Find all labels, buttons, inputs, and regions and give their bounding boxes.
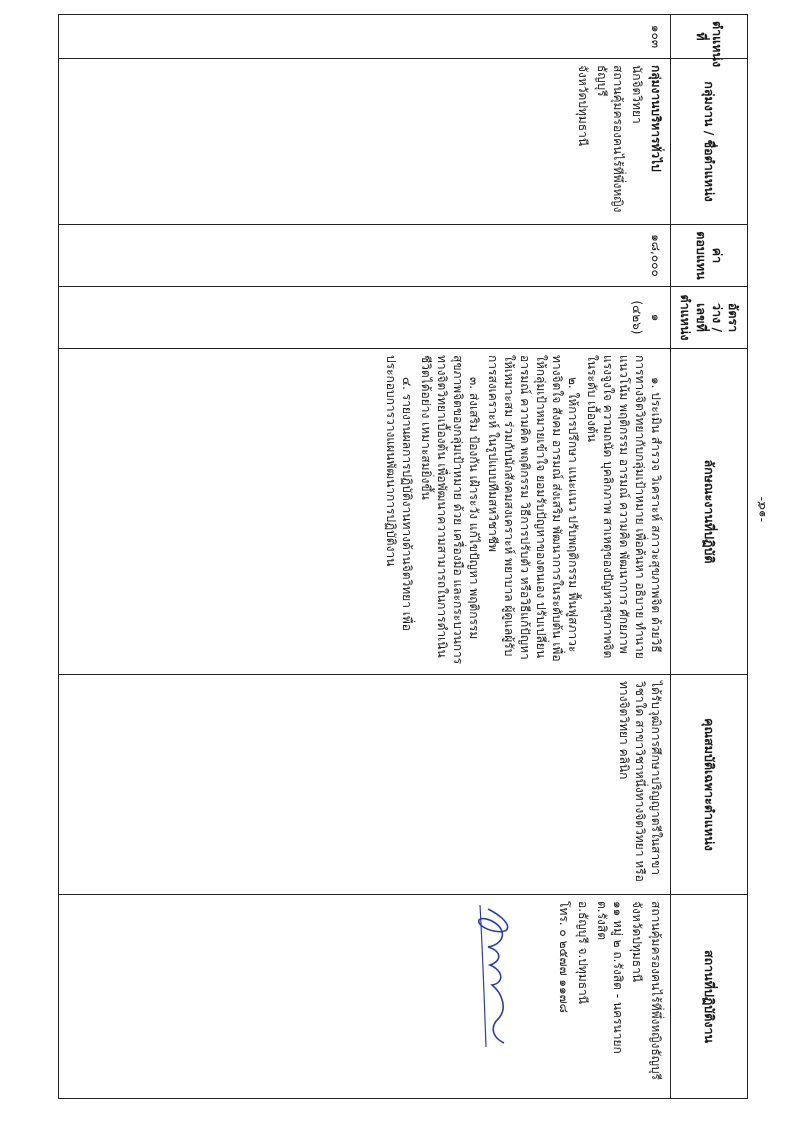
duty-1: ๑. ประเมิน สำรวจ วิเคราะห์ สภาวะสุขภาพจิต ด้วยวิธีการทางจิตวิทยากับกลุ่มเป้าหมาย เพื่อค้นหา อธิบาย ทำนายแนวโน้ม พฤติกรรม อารมณ์ ความคิด พัฒนาการ ศักยภาพ แรงจูงใจ ความถนัด บุคลิกภาพ สาเหตุของปัญหาสุขภาพจิตในระดับ เบื้องต้น bbox=[585, 355, 663, 659]
header-salary: ค่า ตอบแทน bbox=[671, 225, 748, 287]
page-number: -๑๕- bbox=[754, 496, 768, 522]
header-location: สถานที่ปฏิบัติงาน bbox=[671, 895, 748, 1099]
position-name: นักจิตวิทยา bbox=[630, 65, 644, 124]
location-line-4: อ.ธัญบุรี จ.ปทุมธานี bbox=[576, 901, 590, 1004]
location-line-1: สถานคุ้มครองคนไร้ที่พึ่งหญิงธัญบุรี bbox=[649, 901, 663, 1081]
signature-mark bbox=[462, 901, 532, 1051]
location-line-5: โทร. ๐ ๒๕๗๗ ๑๑๗๘ bbox=[557, 901, 571, 1013]
header-no: ตำแหน่ง ที่ bbox=[671, 15, 748, 59]
table-row bbox=[59, 15, 671, 1099]
location-line-3: ๑๑ หมู่ ๒ ถ.รังสิต - นครนายก ต.รังสิต bbox=[595, 901, 625, 1054]
location-line-2: จังหวัดปทุมธานี bbox=[630, 901, 644, 983]
group-title: กลุ่มงานบริหารทั่วไป bbox=[649, 65, 663, 172]
table-header-row bbox=[671, 15, 748, 1099]
position-table bbox=[58, 14, 748, 1099]
unit-line-2: จังหวัดปทุมธานี bbox=[576, 65, 590, 147]
vacancy-count: ๑ bbox=[649, 313, 663, 322]
cell-salary: ๑๘,๐๐๐ bbox=[59, 225, 671, 287]
cell-qualification bbox=[59, 675, 671, 895]
cell-location bbox=[59, 895, 671, 1099]
header-qualification: คุณสมบัติเฉพาะตำแหน่ง bbox=[671, 675, 748, 895]
cell-group bbox=[59, 59, 671, 225]
cell-vacancy bbox=[59, 287, 671, 349]
header-vacancy: อัตราว่าง / เลขที่ ตำแหน่ง bbox=[671, 287, 748, 349]
cell-no: ๑๐๓ bbox=[59, 15, 671, 59]
qualification-text: ได้รับวุฒิการศึกษาปริญญาตรีในสาขาวิชาใด สาขาวิชาหนึ่งทางจิตวิทยา หรือทางจิตวิทยา คลินิก bbox=[617, 681, 663, 882]
position-table-sheet bbox=[58, 14, 748, 1098]
unit-line-1: สถานคุ้มครองคนไร้ที่พึ่งหญิงธัญบุรี bbox=[595, 65, 625, 213]
duty-4: ๔. รายงานผลการปฏิบัติงานทางด้านจิตวิทยา เพื่อประกอบการวางแผนพัฒนาการปฏิบัติงาน bbox=[384, 355, 414, 631]
vacancy-code: (๔๒๖) bbox=[630, 300, 644, 335]
duty-3: ๓. ส่งเสริม ป้องกัน เฝ้าระวัง แก้ไขปัญหา พฤติกรรม สุขภาพจิตของกลุ่มเป้าหมาย ด้วย เครื่องมือ และกระบวนการทางจิตวิทยาเบื้องต้น เพื่อพัฒนาความสามารถในการดำเนินชีวิตได้อย่าง เหมาะสมยิ่งขึ้น bbox=[419, 355, 481, 665]
header-group: กลุ่มงาน / ชื่อตำแหน่ง bbox=[671, 59, 748, 225]
header-duties: ลักษณะงานที่ปฏิบัติ bbox=[671, 349, 748, 675]
duty-2: ๒. ให้การปรึกษา แนะแนว ปรับพฤติกรรม ฟื้นฟูสภาวะทางจิตใจ สังคม อารมณ์ ส่งเสริม พัฒนาการในระดับต้น เพื่อให้กลุ่มเป้าหมายเข้าใจ ยอมรับปัญหาของตนเอง ปรับเปลี่ยนอารมณ์ ความคิด พฤติกรรม วิธีการปรับตัว หรือวิธีแก้ปัญหา ให้เหมาะสม ร่วมกับนักสังคมสงเคราะห์ พยาบาล ผู้ดูแลผู้รับการสงเคราะห์ ในรูปแบบทีมสหวิชาชีพ bbox=[486, 355, 580, 662]
cell-duties bbox=[59, 349, 671, 675]
